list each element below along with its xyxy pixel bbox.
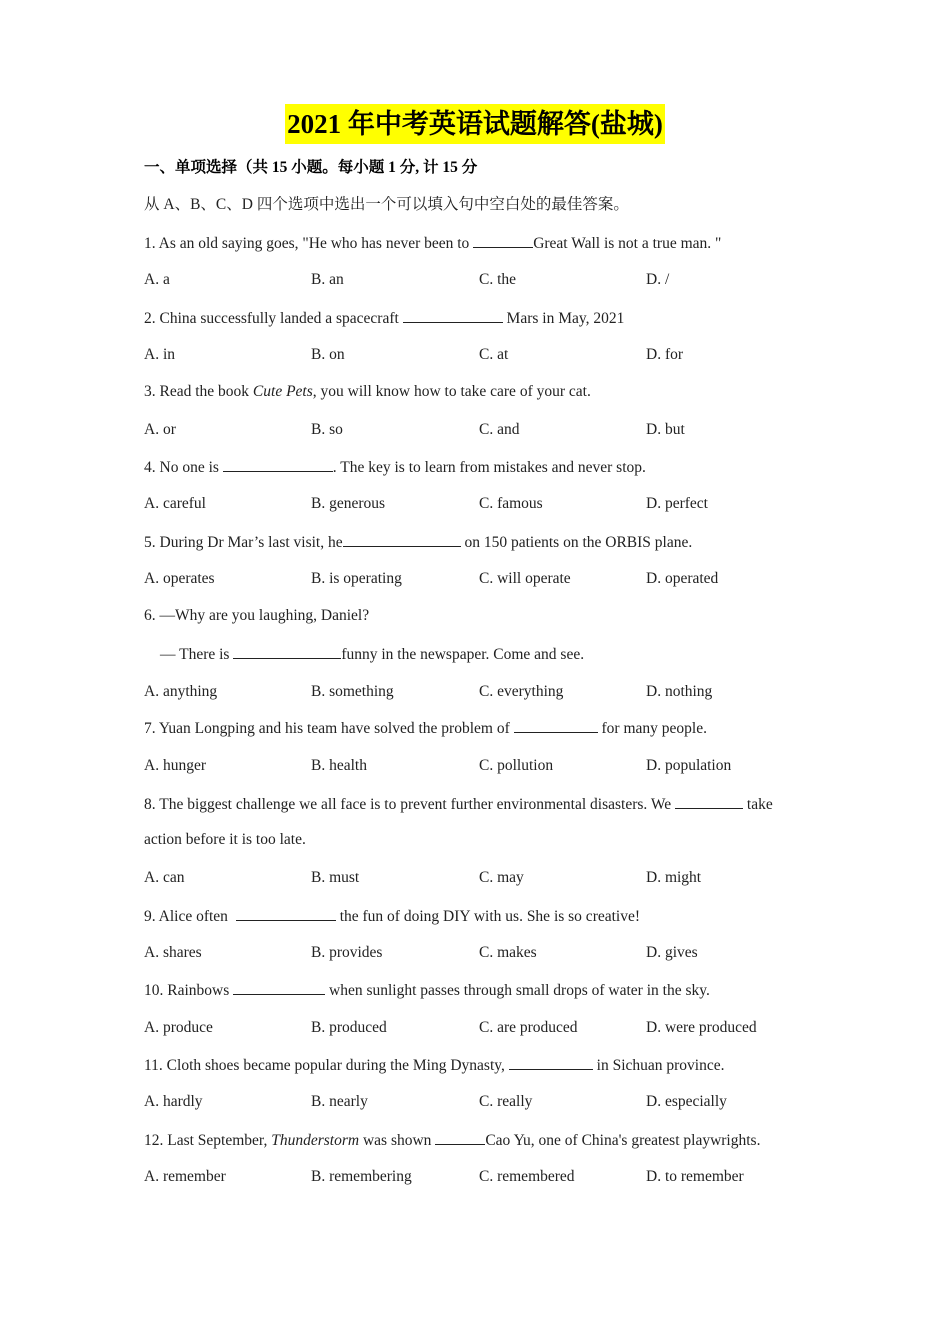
question-11: 11. Cloth shoes became popular during the Ming Dynasty, in Sichuan province. [144,1054,725,1077]
option-d: D. nothing [646,683,713,700]
option-d: D. / [646,271,670,288]
option-d: D. perfect [646,495,708,512]
option-c: C. will operate [479,570,571,587]
answer-blank [233,643,341,659]
title-container [0,104,950,144]
option-b: B. health [311,757,367,774]
question-2: 2. China successfully landed a spacecraft Mars in May, 2021 [144,307,624,330]
option-a: A. hunger [144,757,206,774]
option-a: A. in [144,346,175,363]
answer-blank [233,979,325,995]
option-c: C. may [479,869,524,886]
option-a: A. anything [144,683,218,700]
option-b: B. so [311,421,343,438]
answer-blank [343,531,461,547]
option-d: D. for [646,346,684,363]
question-5: 5. During Dr Mar’s last visit, he on 150 patients on the ORBIS plane. [144,531,692,554]
option-c: C. pollution [479,757,554,774]
option-a: A. shares [144,944,202,961]
question-10: 10. Rainbows when sunlight passes through small drops of water in the sky. [144,979,710,1002]
option-b: B. generous [311,495,386,512]
option-a: A. can [144,869,185,886]
option-b: B. produced [311,1019,387,1036]
option-a: A. a [144,271,170,288]
answer-blank [403,307,503,323]
option-d: D. might [646,869,702,886]
option-d: D. especially [646,1093,727,1110]
option-c: C. are produced [479,1019,578,1036]
answer-blank [675,793,743,809]
option-b: B. on [311,346,345,363]
question-8: 8. The biggest challenge we all face is to prevent further environmental disasters. We take [144,793,773,816]
option-a: A. operates [144,570,215,587]
option-b: B. nearly [311,1093,368,1110]
question-9: 9. Alice often the fun of doing DIY with us. She is so creative! [144,905,640,928]
option-c: C. remembered [479,1168,575,1185]
question-6-reply: — There is funny in the newspaper. Come and see. [160,643,584,666]
option-d: D. population [646,757,732,774]
question-6: 6. —Why are you laughing, Daniel? [144,607,370,624]
answer-blank [223,456,333,472]
question-4: 4. No one is . The key is to learn from mistakes and never stop. [144,456,646,479]
option-b: B. is operating [311,570,402,587]
option-a: A. or [144,421,176,438]
option-b: B. remembering [311,1168,412,1185]
answer-blank [435,1129,485,1145]
option-a: A. produce [144,1019,213,1036]
answer-blank [509,1054,593,1070]
section-heading: 一、单项选择（共 15 小题。每小题 1 分, 计 15 分 [144,159,478,176]
question-1: 1. As an old saying goes, "He who has never been to Great Wall is not a true man. " [144,232,721,255]
option-d: D. operated [646,570,719,587]
option-a: A. remember [144,1168,226,1185]
option-c: C. everything [479,683,564,700]
answer-blank [473,232,533,248]
option-a: A. careful [144,495,206,512]
option-b: B. provides [311,944,383,961]
question-3: 3. Read the book Cute Pets, you will know how to take care of your cat. [144,383,591,400]
option-b: B. must [311,869,360,886]
option-b: B. something [311,683,394,700]
option-d: D. but [646,421,685,438]
option-d: D. were produced [646,1019,757,1036]
option-a: A. hardly [144,1093,203,1110]
option-c: C. really [479,1093,533,1110]
option-c: C. makes [479,944,537,961]
option-d: D. to remember [646,1168,744,1185]
option-c: C. the [479,271,517,288]
answer-blank [514,717,598,733]
option-d: D. gives [646,944,698,961]
section-instruction: 从 A、B、C、D 四个选项中选出一个可以填入句中空白处的最佳答案。 [144,196,629,213]
question-8-continued: action before it is too late. [144,831,306,848]
option-c: C. and [479,421,520,438]
option-c: C. famous [479,495,543,512]
page-title: 2021 年中考英语试题解答(盐城) [285,104,665,144]
option-c: C. at [479,346,509,363]
option-b: B. an [311,271,344,288]
answer-blank [236,905,336,921]
question-12: 12. Last September, Thunderstorm was shown Cao Yu, one of China's greatest playwrights. [144,1129,760,1152]
question-7: 7. Yuan Longping and his team have solved the problem of for many people. [144,717,707,740]
